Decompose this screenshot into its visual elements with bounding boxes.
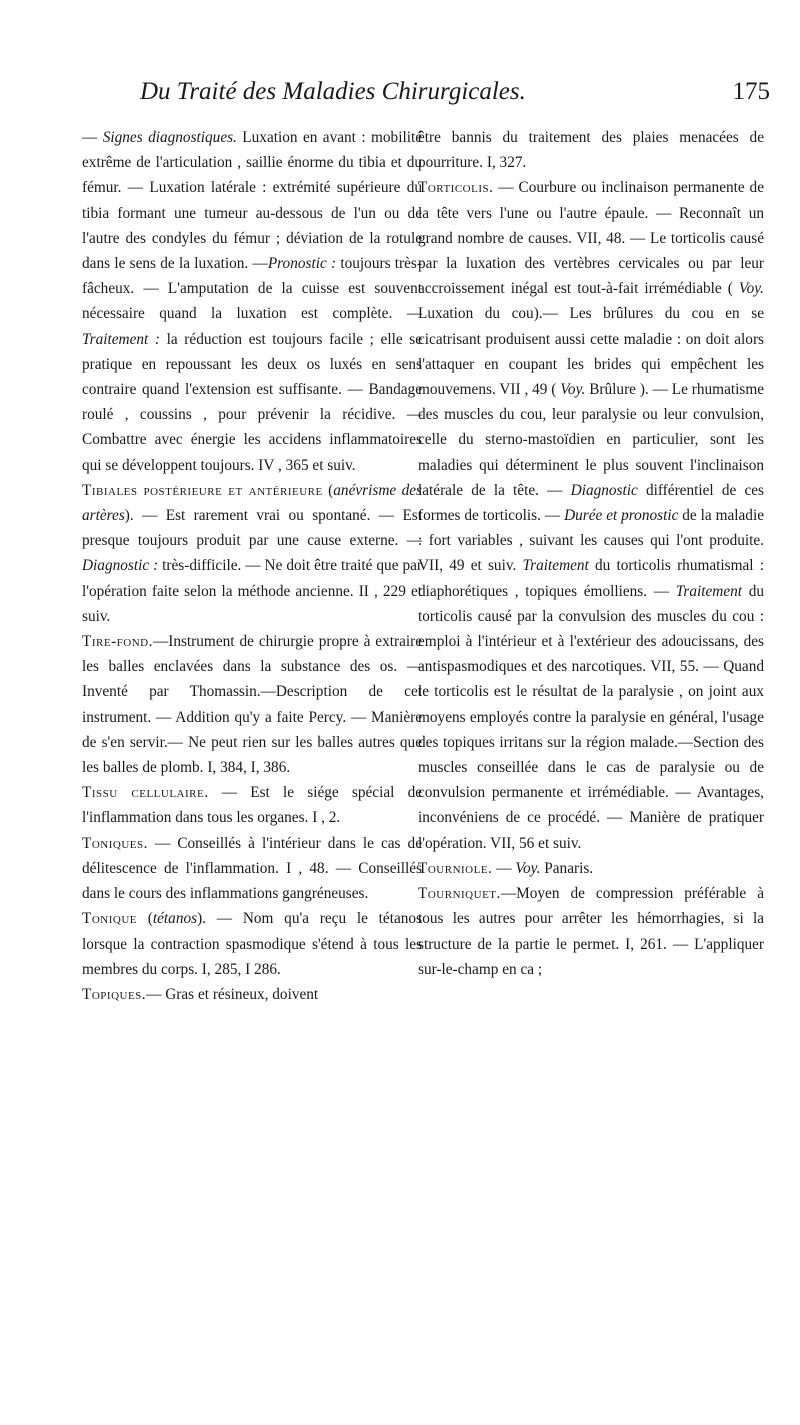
entry-italic-text: Diagnostic: [570, 481, 638, 499]
entry-text: être bannis du traitement des plaies menacées de pourriture. I, 327.: [418, 129, 764, 172]
entry-italic-text: Signes diagnostiques.: [102, 129, 237, 146]
entry-term: Tourniquet.: [418, 885, 501, 903]
entry-italic-text: Voy.: [738, 280, 764, 298]
entry-term: Tourniole.: [418, 859, 493, 877]
entry-text: de la maladie : fort variables , suivant les causes qui l'ont produite. VII, 49 et suiv.: [418, 507, 764, 575]
entry-text: — Est le siége spécial de l'inflammation dans tous les organes. I , 2.: [82, 784, 423, 827]
entry-italic-text: Durée et pronostic: [564, 507, 679, 525]
entry-term: Tibiales postérieure et antérieure: [82, 481, 323, 499]
entry-text: du torticolis rhumatismal : diaphorétiques , topiques émolliens. —: [418, 557, 764, 600]
entry-text: —: [82, 129, 103, 146]
entry-italic-text: Traitement :: [82, 330, 161, 348]
entry-italic-text: Diagnostic :: [82, 557, 159, 575]
index-entry: [418, 856, 764, 881]
entry-text: —Moyen de compression préférable à tous les autres pour arrêter les hémorrhagies, si la structure de la partie le permet. I, 261. — L'appliquer sur-le-champ en ca ;: [418, 885, 764, 978]
entry-text: Panaris.: [540, 859, 594, 877]
entry-term: Torticolis.: [418, 179, 494, 197]
index-entry: [418, 125, 764, 175]
entry-term: Topiques.: [82, 985, 147, 1003]
index-entry: [82, 629, 422, 780]
entry-text: la réduction est toujours facile ; elle se pratique en repoussant les deux os luxés en sens contraire quand l'extension est suffisante. — Bandage roulé , coussins , pour prévenir la récidive. — Combattre avec énergie les accidens inflammatoires qui se développent toujours. IV , 365 et suiv.: [82, 330, 422, 474]
entry-italic-text: Voy.: [560, 381, 586, 399]
entry-term: Tonique: [82, 910, 138, 928]
entry-text: différentiel de ces formes de torticolis. —: [418, 481, 764, 525]
entry-text: —: [492, 859, 516, 877]
entry-term: Tissu cellulaire.: [82, 784, 209, 802]
index-entry: [82, 478, 422, 629]
index-entry: [82, 125, 422, 478]
entry-text: (: [322, 481, 334, 499]
entry-text: très-difficile. — Ne doit être traité que par l'opération faite selon la méthode ancienne. II , 229 et suiv.: [82, 557, 422, 625]
entry-italic-text: tétanos: [152, 910, 198, 928]
entry-text: ). — Nom qu'a reçu le tétanos lorsque la contraction spasmodique s'étend à tous les membres du corps. I, 285, I 286.: [82, 910, 422, 978]
index-entry: [82, 831, 422, 907]
entry-term: Tire-fond.: [82, 633, 153, 651]
entry-text: du torticolis causé par la convulsion des muscles du cou : emploi à l'intérieur et à l'extérieur des adoucissans, des antispasmodiques et des narcotiques. VII, 55. — Quand le torticolis est le résultat de la paralysie , on joint aux moyens employés contre la paralysie en général, l'usage des topiques irritans sur la région malade.—Section des muscles conseillée dans le cas de paralysie ou de convulsion permanente et irrémédiable. — Avantages, inconvéniens de ce procédé. — Manière de pratiquer l'opération. VII, 56 et suiv.: [418, 582, 765, 852]
header-title: Du Traité des Maladies Chirurgicales.: [140, 78, 526, 105]
entry-italic-text: Pronostic :: [267, 255, 337, 273]
entry-text: (: [137, 910, 153, 928]
entry-text: —Instrument de chirurgie propre à extraire les balles enclavées dans la substance des os. — Inventé par Thomassin.—Description de cet instrument. — Addition qu'y a faite Percy. — Manière de s'en servir.— Ne peut rien sur les balles autres que les balles de plomb. I, 384, I, 386.: [82, 633, 422, 777]
entry-text: — Courbure ou inclinaison permanente de la tête vers l'une ou l'autre épaule. — Reconnaît un grand nombre de causes. VII, 48. — Le torticolis causé par la luxation des vertèbres cervicales ou par leur accroissement inégal est tout-à-fait irrémédiable (: [418, 179, 764, 298]
right-column: [418, 125, 764, 982]
index-entry: [418, 881, 764, 982]
index-entry: [82, 906, 422, 982]
entry-text: ). — Est rarement vrai ou spontané. — Est presque toujours produit par une cause externe. —: [82, 507, 422, 550]
index-entry: [418, 175, 764, 855]
entry-italic-text: Traitement: [675, 582, 743, 600]
entry-term: Toniques.: [82, 834, 148, 852]
entry-text: — Conseillés à l'intérieur dans le cas de délitescence de l'inflammation. I , 48. — Conseillés dans le cours des inflammations gangréneuses.: [82, 834, 422, 903]
page-number: 175: [732, 78, 770, 105]
entry-italic-text: Voy.: [515, 859, 541, 877]
entry-italic-text: anévrisme des artères: [82, 481, 422, 525]
entry-italic-text: Traitement: [522, 557, 589, 575]
index-entry: [82, 982, 422, 1007]
entry-text: Luxation en avant : mobilité extrême de l'articulation , saillie énorme du tibia et du fémur. — Luxation latérale : extrémité supérieure du tibia formant une tumeur au-dessous de l'un ou de l'autre des condyles du fémur ; déviation de la rotule dans le sens de la luxation. —: [82, 129, 422, 273]
index-entry: [82, 780, 422, 830]
entry-text: toujours très-fâcheux. — L'amputation de la cuisse est souvent nécessaire quand la luxation est complète. —: [82, 255, 422, 323]
left-column: [82, 125, 422, 1007]
entry-text: Brûlure ). — Le rhumatisme des muscles du cou, leur paralysie ou leur convulsion, celle du sterno-mastoïdien en particulier, sont les maladies qui déterminent le plus souvent l'inclinaison latérale de la tête. —: [418, 381, 765, 499]
entry-text: Luxation du cou).— Les brûlures du cou en se cicatrisant produisent aussi cette maladie : on doit alors l'attaquer en coupant les brides qui empêchent les mouvemens. VII , 49 (: [418, 305, 764, 399]
running-header: [140, 78, 770, 118]
entry-text: — Gras et résineux, doivent: [146, 985, 319, 1003]
